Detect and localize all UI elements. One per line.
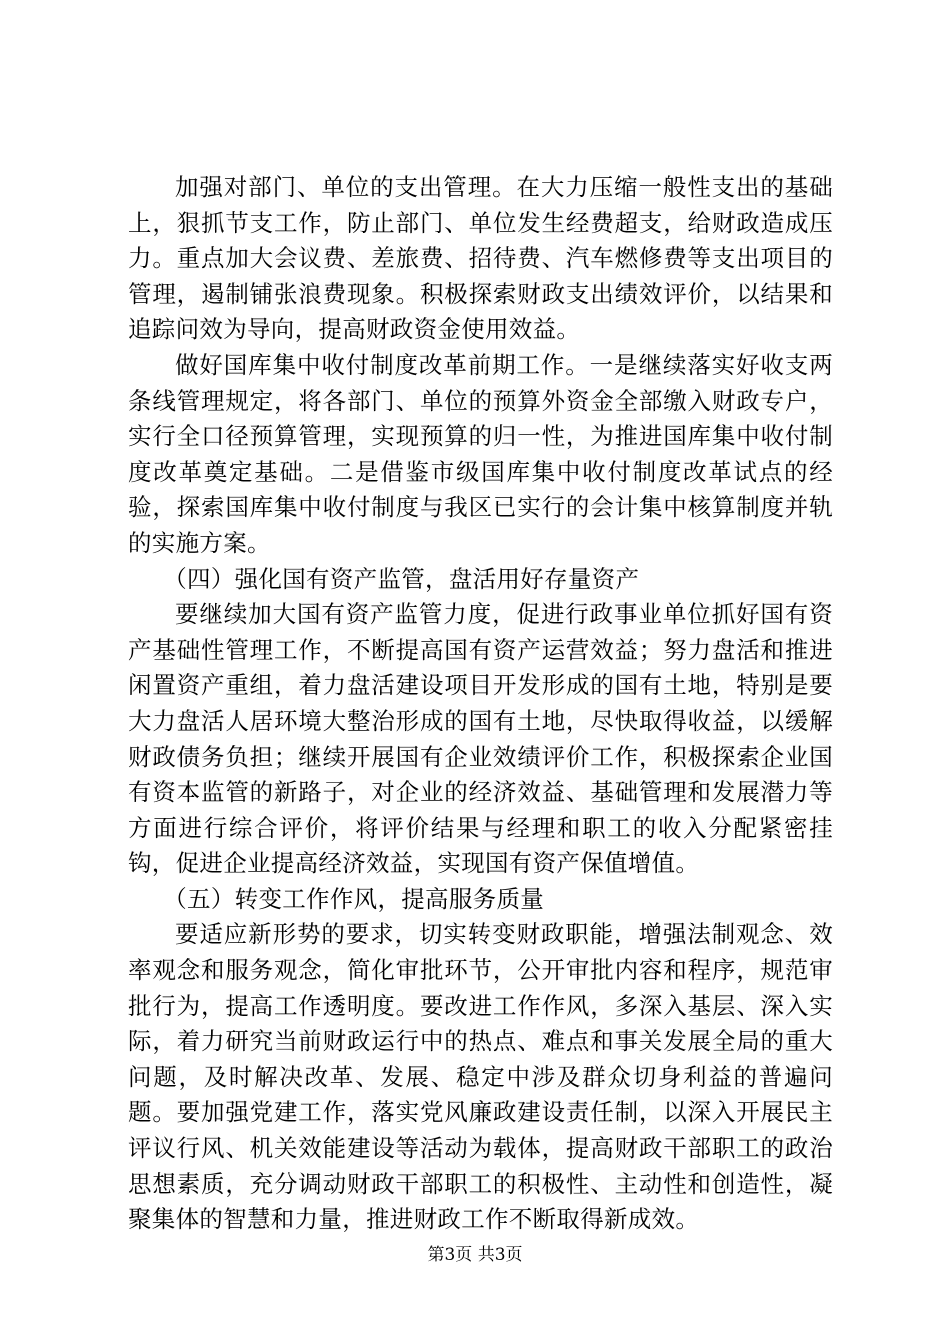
paragraph-treasury-reform: 做好国库集中收付制度改革前期工作。一是继续落实好收支两条线管理规定，将各部门、单位的预算外资金全部缴入财政专户，实行全口径预算管理，实现预算的归一性，为推进国库集中收付制度改革奠定基础。二是借鉴市级国库集中收付制度改革试点的经验，探索国库集中收付制度与我区已实行的会计集中核算制度并轨的实施方案。: [128, 350, 833, 557]
paragraph-work-style: 要适应新形势的要求，切实转变财政职能，增强法制观念、效率观念和服务观念，简化审批环节，公开审批内容和程序，规范审批行为，提高工作透明度。要改进工作作风，多深入基层、深入实际，着力研究当前财政运行中的热点、难点和事关发展全局的重大问题，及时解决改革、发展、稳定中涉及群众切身利益的普遍问题。要加强党建工作，落实党风廉政建设责任制，以深入开展民主评议行风、机关效能建设等活动为载体，提高财政干部职工的政治思想素质，充分调动财政干部职工的积极性、主动性和创造性，凝聚集体的智慧和力量，推进财政工作不断取得新成效。: [128, 920, 833, 1234]
paragraph-expenditure-management: 加强对部门、单位的支出管理。在大力压缩一般性支出的基础上，狠抓节支工作，防止部门、单位发生经费超支，给财政造成压力。重点加大会议费、差旅费、招待费、汽车燃修费等支出项目的管理，遏制铺张浪费现象。积极探索财政支出绩效评价，以结果和追踪问效为导向，提高财政资金使用效益。: [128, 173, 833, 344]
section-heading-five: （五）转变工作作风，提高服务质量: [163, 884, 545, 913]
paragraph-state-assets: 要继续加大国有资产监管力度，促进行政事业单位抓好国有资产基础性管理工作，不断提高国有资产运营效益；努力盘活和推进闲置资产重组，着力盘活建设项目开发形成的国有土地，特别是要大力盘活人居环境大整治形成的国有土地，尽快取得收益，以缓解财政债务负担；继续开展国有企业效绩评价工作，积极探索企业国有资本监管的新路子，对企业的经济效益、基础管理和发展潜力等方面进行综合评价，将评价结果与经理和职工的收入分配紧密挂钩，促进企业提高经济效益，实现国有资产保值增值。: [128, 600, 833, 878]
section-heading-four: （四）强化国有资产监管，盘活用好存量资产: [163, 564, 640, 593]
document-body: [128, 170, 833, 1238]
page-number-footer: 第3页 共3页: [427, 1245, 523, 1265]
